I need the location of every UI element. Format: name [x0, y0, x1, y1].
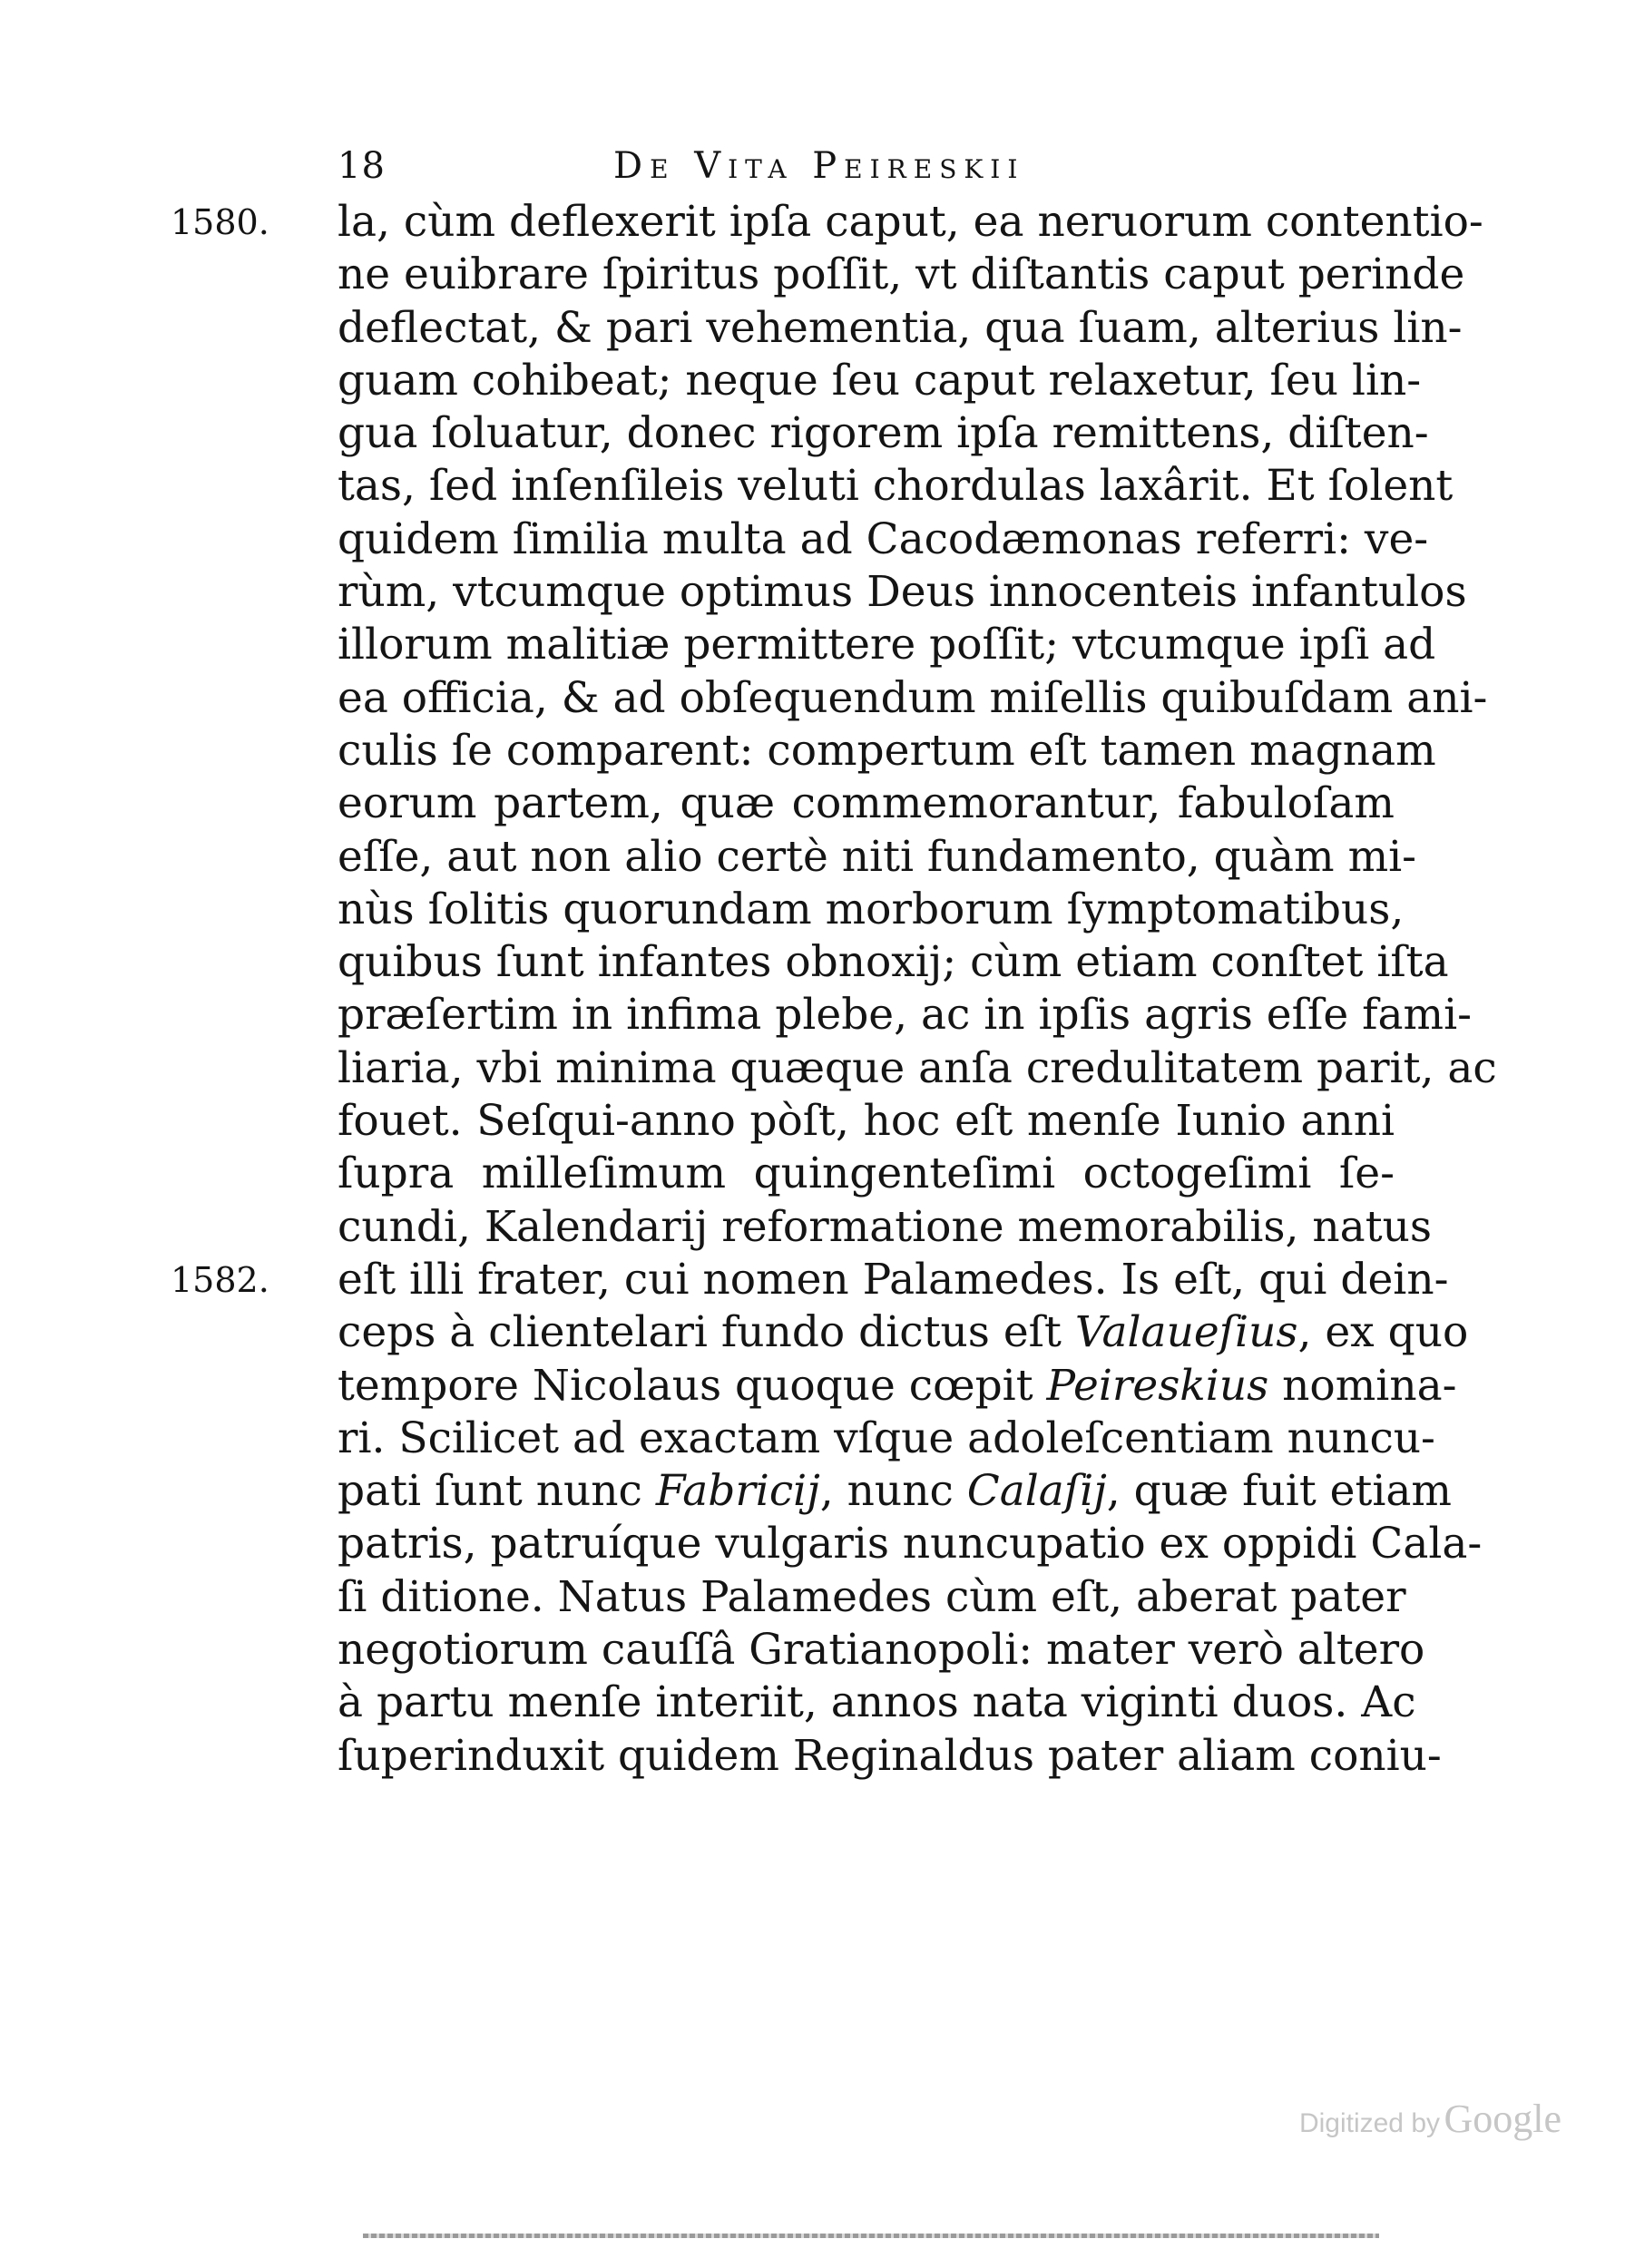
text-segment: tempore Nicolaus quoque cœpit [338, 1360, 1047, 1411]
text-line: ſupra milleſimum quingenteſimi octogeſimi ſe- [338, 1149, 1395, 1199]
text-line: gua ſoluatur, donec rigorem ipſa remittens, diſten- [338, 408, 1429, 459]
text-line: ea officia, & ad obſequendum miſellis quibuſdam ani- [338, 672, 1488, 723]
text-line: liaria, vbi minima quæque anſa credulitatem parit, ac [338, 1042, 1497, 1093]
text-segment: pati ſunt nunc [338, 1466, 656, 1517]
text-line [338, 1465, 1452, 1518]
text-line [338, 1306, 1469, 1359]
text-line: ri. Scilicet ad exactam vſque adoleſcentiam nuncu- [338, 1413, 1435, 1463]
text-line: ſi ditione. Natus Palamedes cùm eſt, aberat pater [338, 1571, 1406, 1622]
page-number: 18 [338, 145, 386, 187]
bottom-scan-edge [363, 2234, 1379, 2238]
italic-name: Calaſij [966, 1466, 1107, 1517]
text-line: ne euibrare ſpiritus poſſit, vt diſtantis caput perinde [338, 249, 1465, 300]
text-segment: nomina- [1268, 1360, 1457, 1411]
text-line: deflectat, & pari vehementia, qua ſuam, alterius lin- [338, 302, 1463, 353]
text-line: rùm, vtcumque optimus Deus innocenteis infantulos [338, 567, 1467, 618]
text-line [338, 1360, 1457, 1413]
body-text [338, 196, 1497, 1783]
text-line: à partu menſe interiit, annos nata viginti duos. Ac [338, 1677, 1416, 1728]
text-line: quibus ſunt infantes obnoxij; cùm etiam conſtet iſta [338, 937, 1449, 988]
text-line: patris, patruíque vulgaris nuncupatio ex oppidi Cala- [338, 1519, 1483, 1569]
text-segment: ceps à clientelari fundo dictus eſt [338, 1307, 1075, 1358]
text-line: nùs ſolitis quorundam morborum ſymptomatibus, [338, 884, 1405, 934]
text-line: culis ſe comparent: compertum eſt tamen magnam [338, 725, 1436, 776]
text-line: eſt illi frater, cui nomen Palamedes. Is eſt, qui dein- [338, 1254, 1449, 1305]
digitized-watermark [1299, 2096, 1561, 2142]
text-segment: , ex quo [1297, 1307, 1469, 1358]
text-line: tas, ſed inſenſileis veluti chordulas laxârit. Et ſolent [338, 461, 1454, 512]
page-header [338, 145, 1245, 203]
text-line: præſertim in infima plebe, ac in ipſis agris eſſe fami- [338, 990, 1473, 1041]
text-segment: , nunc [819, 1466, 967, 1517]
text-line: la, cùm deflexerit ipſa caput, ea neruorum contentio- [338, 197, 1483, 247]
italic-name: Valaueſius [1074, 1307, 1298, 1358]
watermark-brand: Google [1444, 2097, 1561, 2141]
margin-year-note: 1580. [171, 202, 269, 242]
text-segment: , quæ fuit etiam [1106, 1466, 1452, 1517]
text-line: illorum malitiæ permittere poſſit; vtcumque ipſi ad [338, 620, 1436, 670]
text-line: fouet. Seſqui-anno pòſt, hoc eſt menſe Iunio anni [338, 1096, 1395, 1147]
text-line: quidem ſimilia multa ad Cacodæmonas referri: ve- [338, 513, 1429, 564]
text-line: ſuperinduxit quidem Reginaldus pater aliam coniu- [338, 1730, 1442, 1781]
text-line: guam cohibeat; neque ſeu caput relaxetur, ſeu lin- [338, 355, 1422, 406]
margin-year-note: 1582. [171, 1260, 269, 1300]
text-line: eſſe, aut non alio certè niti fundamento, quàm mi- [338, 831, 1417, 882]
italic-name: Fabricij [655, 1466, 820, 1517]
running-title: De Vita Peireskii [613, 145, 1025, 187]
watermark-prefix: Digitized by [1298, 2108, 1441, 2138]
text-line: cundi, Kalendarij reformatione memorabilis, natus [338, 1201, 1432, 1252]
italic-name: Peireskius [1046, 1360, 1269, 1411]
text-line: negotiorum cauſſâ Gratianopoli: mater verò altero [338, 1625, 1425, 1676]
text-line: eorum partem, quæ commemorantur, fabuloſam [338, 778, 1395, 829]
